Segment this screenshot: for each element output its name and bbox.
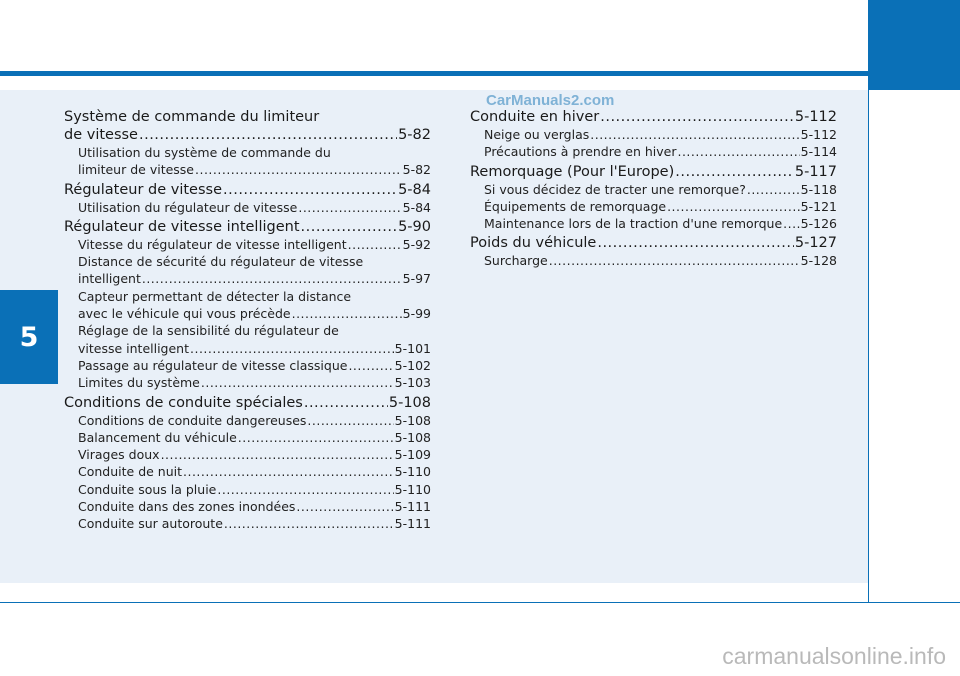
toc-subentry[interactable] bbox=[64, 305, 431, 322]
dot-leader bbox=[667, 198, 800, 215]
dot-leader bbox=[675, 163, 794, 181]
toc-entry[interactable] bbox=[64, 394, 431, 412]
subsection-title-line: Réglage de la sensibilité du régulateur de bbox=[78, 323, 339, 339]
page-number: 5-103 bbox=[394, 375, 431, 391]
spacer bbox=[470, 270, 837, 272]
toc-subentry[interactable] bbox=[64, 236, 431, 253]
dot-leader bbox=[223, 181, 397, 199]
subsection-title: Conduite de nuit bbox=[78, 464, 183, 480]
toc-column-left bbox=[64, 108, 431, 535]
subsection-title: Maintenance lors de la traction d'une remorque bbox=[484, 216, 783, 232]
dot-leader bbox=[307, 412, 393, 429]
toc-subentry[interactable] bbox=[470, 252, 837, 269]
subsection-title: Balancement du véhicule bbox=[78, 429, 237, 445]
toc-column-right bbox=[470, 108, 837, 272]
subsection-title: Précautions à prendre en hiver bbox=[484, 144, 677, 160]
dot-leader bbox=[161, 446, 394, 463]
subsection-title: Passage au régulateur de vitesse classique bbox=[78, 357, 348, 373]
subsection-title: Équipements de remorquage bbox=[484, 198, 667, 214]
toc-subentry[interactable] bbox=[470, 198, 837, 215]
page-number: 5-111 bbox=[394, 516, 431, 532]
subsection-title-line: Distance de sécurité du régulateur de vitesse bbox=[78, 254, 364, 270]
section-title: Régulateur de vitesse bbox=[64, 181, 222, 198]
dot-leader bbox=[190, 340, 394, 357]
section-title: Poids du véhicule bbox=[470, 235, 597, 252]
toc-subentry[interactable] bbox=[64, 161, 431, 178]
header-rule bbox=[0, 71, 960, 76]
page-number: 5-84 bbox=[402, 199, 431, 215]
page-number: 5-84 bbox=[398, 181, 431, 198]
section-title: de vitesse bbox=[64, 127, 138, 143]
dot-leader bbox=[195, 161, 402, 178]
subsection-title: Vitesse du régulateur de vitesse intelligent bbox=[78, 236, 347, 252]
dot-leader bbox=[348, 357, 393, 374]
toc-subentry[interactable] bbox=[64, 498, 431, 515]
page-number: 5-108 bbox=[394, 429, 431, 445]
chapter-number: 5 bbox=[19, 321, 39, 353]
toc-subentry[interactable] bbox=[64, 270, 431, 287]
toc-subentry[interactable] bbox=[64, 481, 431, 498]
page-number: 5-99 bbox=[402, 306, 431, 322]
section-title-line: Système de commande du limiteur bbox=[64, 109, 320, 125]
page-number: 5-121 bbox=[800, 198, 837, 214]
subsection-title: intelligent bbox=[78, 271, 141, 287]
page-number: 5-110 bbox=[394, 481, 431, 497]
page-number: 5-108 bbox=[388, 394, 431, 411]
toc-entry[interactable] bbox=[470, 108, 837, 126]
toc-subentry[interactable] bbox=[64, 199, 431, 216]
page-number: 5-127 bbox=[794, 235, 837, 252]
dot-leader bbox=[783, 215, 800, 232]
subsection-title: Si vous décidez de tracter une remorque? bbox=[484, 181, 746, 197]
page-number: 5-111 bbox=[394, 499, 431, 515]
page-number: 5-117 bbox=[794, 163, 837, 180]
dot-leader bbox=[304, 394, 388, 412]
section-title: Régulateur de vitesse intelligent bbox=[64, 218, 300, 235]
page-number: 5-101 bbox=[394, 340, 431, 356]
toc-subentry[interactable] bbox=[64, 374, 431, 391]
page-number: 5-92 bbox=[402, 236, 431, 252]
corner-tab bbox=[868, 0, 960, 90]
watermark-bottom: carmanualsonline.info bbox=[722, 643, 946, 669]
page-number: 5-126 bbox=[800, 216, 837, 232]
dot-leader bbox=[183, 463, 394, 480]
page-number: 5-102 bbox=[394, 357, 431, 373]
toc-entry[interactable] bbox=[64, 218, 431, 236]
subsection-title: Conditions de conduite dangereuses bbox=[78, 412, 307, 428]
section-title: Conditions de conduite spéciales bbox=[64, 394, 303, 411]
dot-leader bbox=[549, 252, 800, 269]
dot-leader bbox=[600, 108, 794, 126]
footer-rule bbox=[0, 602, 960, 603]
page-number: 5-114 bbox=[800, 144, 837, 160]
toc-subentry[interactable] bbox=[64, 446, 431, 463]
dot-leader bbox=[747, 181, 800, 198]
toc-subentry[interactable] bbox=[64, 463, 431, 480]
subsection-title: Surcharge bbox=[484, 253, 548, 269]
subsection-title: Conduite dans des zones inondées bbox=[78, 499, 296, 515]
toc-entry[interactable] bbox=[470, 234, 837, 252]
subsection-title: Conduite sur autoroute bbox=[78, 516, 223, 532]
toc-subentry[interactable] bbox=[470, 143, 837, 160]
toc-subentry[interactable] bbox=[64, 357, 431, 374]
toc-subentry[interactable] bbox=[470, 126, 837, 143]
subsection-title: Conduite sous la pluie bbox=[78, 481, 217, 497]
spacer bbox=[64, 533, 431, 535]
toc-subentry[interactable] bbox=[64, 340, 431, 357]
dot-leader bbox=[590, 126, 799, 143]
toc-entry[interactable] bbox=[470, 163, 837, 181]
subsection-title: limiteur de vitesse bbox=[78, 162, 194, 178]
subsection-title: Neige ou verglas bbox=[484, 127, 590, 142]
subsection-title: Virages doux bbox=[78, 447, 160, 463]
page-number: 5-97 bbox=[402, 271, 431, 287]
dot-leader bbox=[296, 498, 393, 515]
dot-leader bbox=[677, 143, 799, 160]
toc-entry[interactable] bbox=[64, 181, 431, 199]
page-number: 5-82 bbox=[402, 162, 431, 178]
watermark-top: CarManuals2.com bbox=[486, 92, 615, 109]
toc-subentry[interactable] bbox=[64, 412, 431, 429]
page-number: 5-110 bbox=[394, 464, 431, 480]
dot-leader bbox=[301, 218, 398, 236]
dot-leader bbox=[238, 429, 394, 446]
chapter-tab[interactable] bbox=[0, 290, 58, 384]
toc-subentry[interactable] bbox=[64, 429, 431, 446]
page-number: 5-109 bbox=[394, 447, 431, 463]
page-number: 5-90 bbox=[398, 218, 431, 235]
dot-leader bbox=[348, 236, 402, 253]
page-number: 5-82 bbox=[398, 127, 431, 143]
dot-leader bbox=[224, 515, 394, 532]
dot-leader bbox=[139, 126, 397, 144]
subsection-title: avec le véhicule qui vous précède bbox=[78, 306, 291, 322]
toc-subentry[interactable] bbox=[470, 181, 837, 198]
dot-leader bbox=[597, 234, 794, 252]
page-number: 5-112 bbox=[794, 109, 837, 125]
subsection-title: vitesse intelligent bbox=[78, 340, 190, 356]
dot-leader bbox=[201, 374, 394, 391]
toc-subentry[interactable] bbox=[64, 515, 431, 532]
toc-entry[interactable] bbox=[64, 126, 431, 144]
margin-rule bbox=[868, 76, 869, 603]
page-number: 5-118 bbox=[800, 181, 837, 197]
subsection-title-line: Capteur permettant de détecter la distance bbox=[78, 288, 352, 304]
page-number: 5-112 bbox=[800, 127, 837, 142]
section-title: Conduite en hiver bbox=[470, 109, 600, 125]
subsection-title: Limites du système bbox=[78, 375, 200, 391]
page-number: 5-128 bbox=[800, 253, 837, 269]
dot-leader bbox=[142, 270, 402, 287]
section-title: Remorquage (Pour l'Europe) bbox=[470, 163, 675, 180]
dot-leader bbox=[292, 305, 402, 322]
dot-leader bbox=[298, 199, 401, 216]
page-number: 5-108 bbox=[394, 412, 431, 428]
dot-leader bbox=[217, 481, 393, 498]
subsection-title-line: Utilisation du système de commande du bbox=[78, 145, 331, 160]
toc-subentry[interactable] bbox=[470, 215, 837, 232]
subsection-title: Utilisation du régulateur de vitesse bbox=[78, 199, 298, 215]
